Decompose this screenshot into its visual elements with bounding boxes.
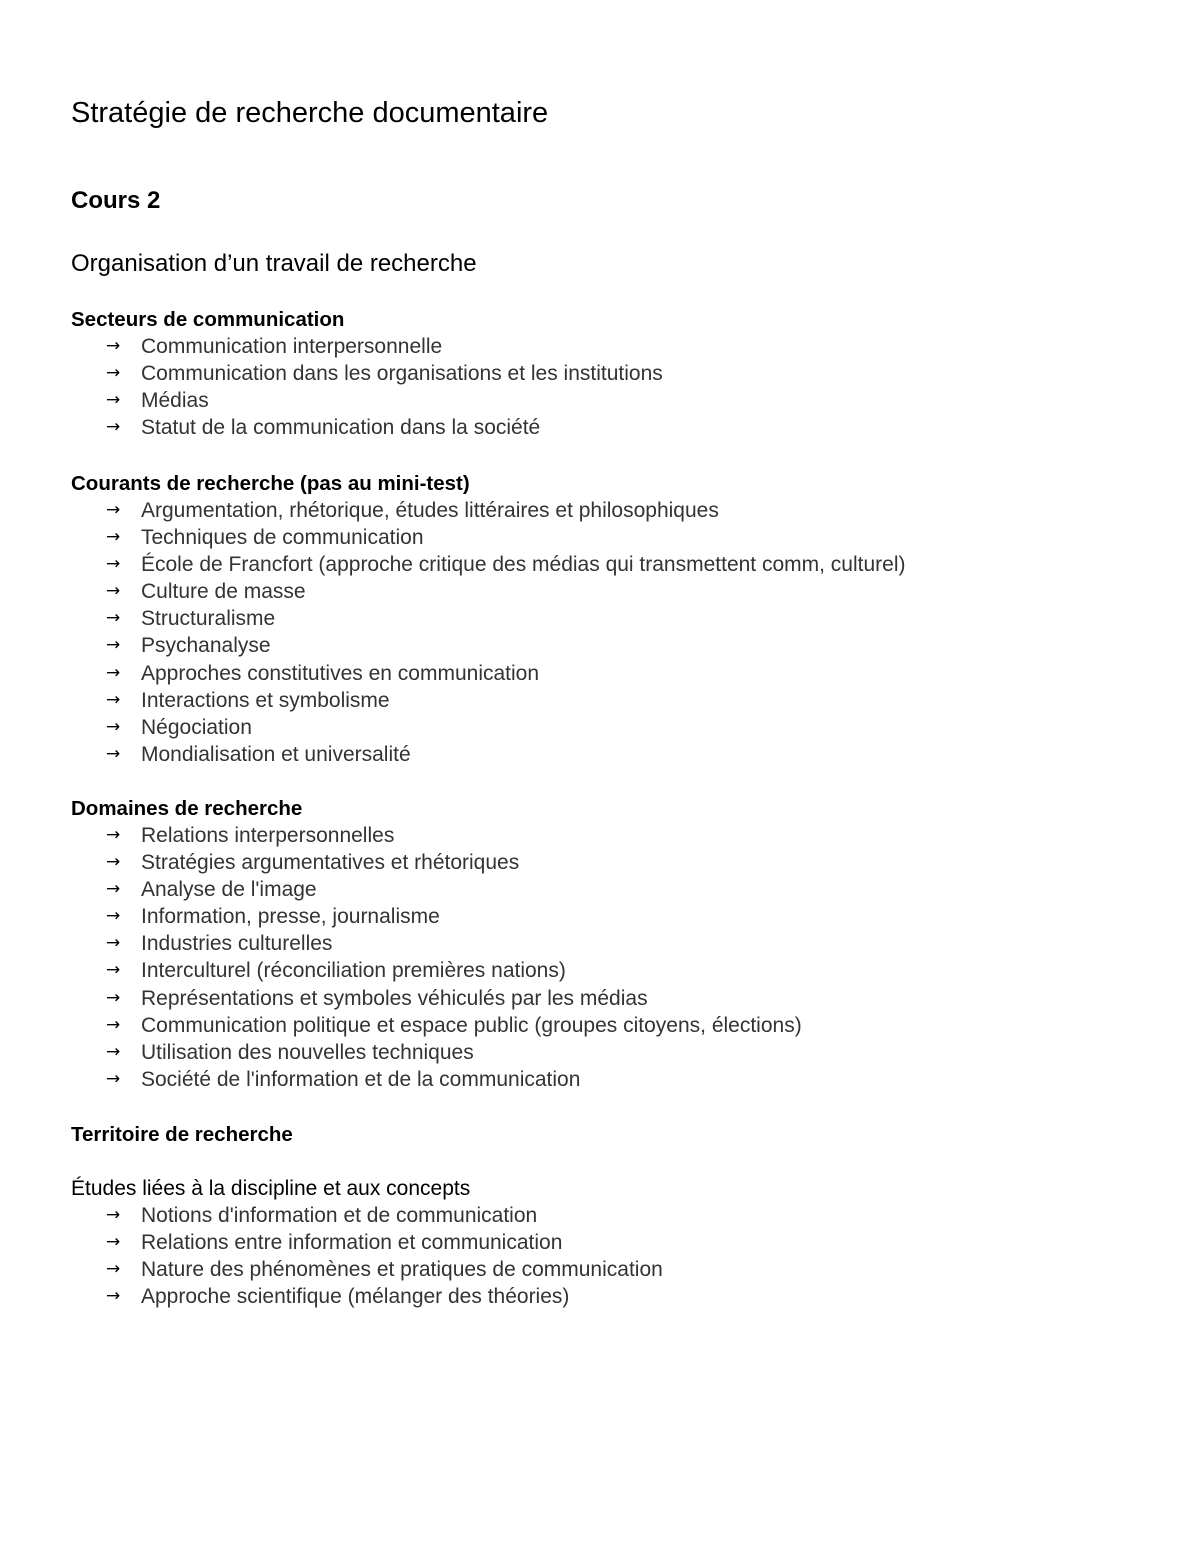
list-item-text: Communication dans les organisations et les institutions: [141, 362, 663, 386]
arrow-right-icon: →: [106, 581, 121, 602]
list-item-text: Psychanalyse: [141, 634, 271, 658]
list-item-text: Utilisation des nouvelles techniques: [141, 1040, 474, 1064]
arrow-right-icon: →: [106, 390, 121, 411]
list-item-text: Interactions et symbolisme: [141, 688, 390, 712]
list-item-text: Relations interpersonnelles: [141, 824, 395, 847]
list-item-text: Information, presse, journalisme: [141, 905, 440, 929]
arrow-right-icon: →: [106, 500, 121, 520]
list-item: [71, 985, 648, 1012]
list-item: [71, 1256, 663, 1283]
list-item: [71, 1229, 563, 1256]
list-item: [71, 524, 470, 551]
list-item: [71, 578, 470, 605]
section-territoire: [71, 1121, 663, 1310]
list-item: [71, 414, 541, 441]
bullet-list: [71, 1202, 663, 1310]
list-item-text: Communication politique et espace public (groupes citoyens, élections): [141, 1013, 802, 1037]
list-item-text: Approche scientifique (mélanger des théories): [141, 1285, 570, 1309]
arrow-right-icon: →: [106, 1232, 121, 1253]
arrow-right-icon: →: [106, 554, 121, 575]
section-intro: Études liées à la discipline et aux concepts: [71, 1177, 471, 1200]
list-item-text: Relations entre information et communication: [141, 1231, 563, 1255]
list-item: [71, 387, 344, 414]
arrow-right-icon: →: [106, 716, 121, 737]
arrow-right-icon: →: [106, 1286, 121, 1307]
list-item: [71, 333, 443, 360]
list-item: [71, 605, 470, 632]
arrow-right-icon: →: [106, 363, 121, 384]
arrow-right-icon: →: [106, 852, 121, 873]
arrow-right-icon: →: [106, 1014, 121, 1035]
list-item: [71, 551, 906, 578]
list-item-text: Notions d'information et de communication: [141, 1204, 538, 1227]
list-item: [71, 632, 470, 659]
list-item: [71, 1066, 581, 1093]
arrow-right-icon: →: [106, 336, 121, 356]
arrow-right-icon: →: [106, 417, 121, 438]
section-secteurs: [71, 306, 663, 441]
list-item-text: École de Francfort (approche critique des médias qui transmettent comm, culturel): [141, 553, 906, 577]
arrow-right-icon: →: [106, 906, 121, 927]
list-item-text: Techniques de communication: [141, 526, 424, 550]
arrow-right-icon: →: [106, 1205, 121, 1225]
section-subtitle: Organisation d’un travail de recherche: [71, 250, 477, 277]
arrow-right-icon: →: [106, 1068, 121, 1089]
arrow-right-icon: →: [106, 1041, 121, 1062]
list-item: [71, 1039, 474, 1066]
list-item: [71, 714, 470, 741]
arrow-right-icon: →: [106, 662, 121, 683]
list-item: [71, 741, 470, 768]
arrow-right-icon: →: [106, 987, 121, 1008]
list-item-text: Statut de la communication dans la société: [141, 416, 541, 440]
arrow-right-icon: →: [106, 743, 121, 764]
list-item-text: Industries culturelles: [141, 932, 333, 956]
list-item-text: Mondialisation et universalité: [141, 742, 411, 766]
list-item: [71, 876, 317, 903]
arrow-right-icon: →: [106, 825, 121, 845]
section-heading: Territoire de recherche: [71, 1123, 293, 1146]
bullet-list: [71, 333, 663, 441]
course-heading: Cours 2: [71, 187, 161, 214]
section-heading: Secteurs de communication: [71, 308, 345, 331]
list-item-text: Communication interpersonnelle: [141, 335, 443, 358]
list-item: [71, 957, 566, 984]
arrow-right-icon: →: [106, 608, 121, 629]
list-item: [71, 849, 520, 876]
arrow-right-icon: →: [106, 689, 121, 710]
arrow-right-icon: →: [106, 879, 121, 900]
list-item-text: Interculturel (réconciliation premières nations): [141, 959, 566, 983]
list-item-text: Culture de masse: [141, 580, 306, 604]
list-item-text: Analyse de l'image: [141, 878, 317, 902]
arrow-right-icon: →: [106, 960, 121, 981]
arrow-right-icon: →: [106, 933, 121, 954]
list-item-text: Argumentation, rhétorique, études littéraires et philosophiques: [141, 499, 719, 522]
arrow-right-icon: →: [106, 527, 121, 548]
bullet-list: [71, 822, 802, 1093]
list-item-text: Approches constitutives en communication: [141, 661, 540, 685]
list-item-text: Structuralisme: [141, 607, 276, 631]
section-heading: Courants de recherche (pas au mini-test): [71, 472, 470, 495]
section-heading: Domaines de recherche: [71, 797, 303, 820]
list-item: [71, 497, 719, 524]
list-item-text: Stratégies argumentatives et rhétoriques: [141, 851, 520, 875]
list-item: [71, 660, 540, 687]
document-title: Stratégie de recherche documentaire: [71, 97, 549, 129]
list-item: [71, 903, 440, 930]
list-item-text: Représentations et symboles véhiculés par les médias: [141, 986, 648, 1010]
list-item-text: Nature des phénomènes et pratiques de communication: [141, 1258, 663, 1282]
section-courants: [71, 470, 906, 768]
list-item: [71, 822, 395, 849]
list-item: [71, 687, 470, 714]
list-item: [71, 1283, 570, 1310]
bullet-list: [71, 497, 906, 768]
list-item-text: Médias: [141, 389, 209, 413]
list-item-text: Société de l'information et de la communication: [141, 1067, 581, 1091]
list-item: [71, 1012, 802, 1039]
arrow-right-icon: →: [106, 635, 121, 656]
arrow-right-icon: →: [106, 1259, 121, 1280]
list-item-text: Négociation: [141, 715, 252, 739]
list-item: [71, 360, 663, 387]
list-item: [71, 930, 333, 957]
section-domaines: [71, 795, 802, 1093]
list-item: [71, 1202, 538, 1229]
